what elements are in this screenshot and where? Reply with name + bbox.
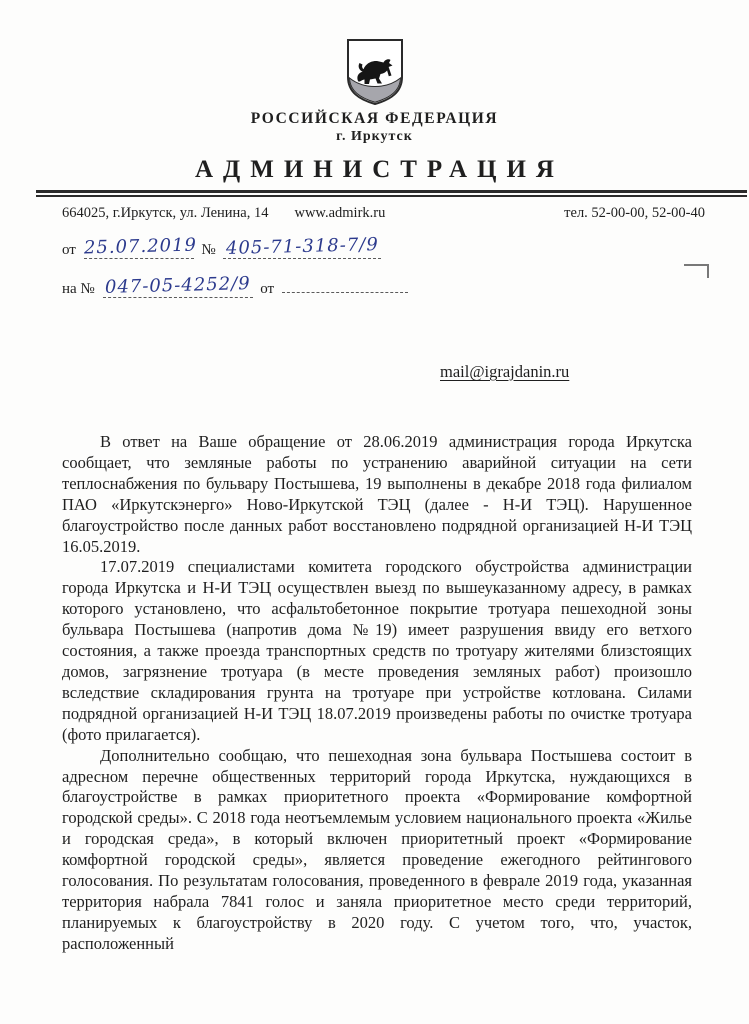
postal-address-line <box>62 205 385 222</box>
number-blank-line <box>223 234 381 259</box>
organization-title: АДМИНИСТРАЦИЯ <box>195 156 564 183</box>
postal-address: 664025, г.Иркутск, ул. Ленина, 14 <box>62 205 269 221</box>
body-paragraph: В ответ на Ваше обращение от 28.06.2019 администрация города Иркутска сообщает, что земляные работы по устранению аварийной ситуации на сети теплоснабжения по бульвару Постышева, 19 выполнены в декабре 2018 года филиалом ПАО «Иркутскэнерго» Ново-Иркутской ТЭЦ (далее - Н-И ТЭЦ). Нарушенное благоустройство после данных работ восстановлено подрядной организацией Н-И ТЭЦ 16.05.2019. <box>62 432 692 556</box>
website: www.admirk.ru <box>294 205 386 221</box>
incoming-reference-line <box>62 272 749 296</box>
reply-from-label: от <box>260 281 275 297</box>
number-label: № <box>201 242 216 258</box>
letterhead <box>0 37 749 222</box>
reply-number-blank-line <box>103 273 253 298</box>
body-paragraph: Дополнительно сообщаю, что пешеходная зона бульвара Постышева состоит в адресном перечне общественных территорий города Иркутска, нуждающихся в благоустройстве в рамках приоритетного проекта «Формирование комфортной городской среды». С 2018 года неотъемлемым условием национального проекта «Жилье и городская среда», в который включен приоритетный проект «Формирование комфортной городской среды», является проведение ежегодного рейтингового голосования. По результатам голосования, проведенного в феврале 2019 года, указанная территория набрала 7841 голос и заняла приоритетное место среди территорий, планируемых к благоустройству в 2020 году. С учетом того, что, участок, расположенный <box>62 745 692 953</box>
handwritten-date: 25.07.2019 <box>83 234 197 259</box>
date-blank-line <box>83 234 197 259</box>
letter-body <box>62 432 692 955</box>
letterhead-city: г. Иркутск <box>336 129 413 144</box>
reference-block <box>62 234 749 298</box>
handwritten-reply-number: 047-05-4252/9 <box>104 273 251 298</box>
reply-label: на № <box>62 281 95 297</box>
contact-row <box>62 205 705 222</box>
body-paragraph: 17.07.2019 специалистами комитета городского обустройства администрации города Иркутска и Н-И ТЭЦ осуществлен выезд по вышеуказанному адресу, в рамках которого установлено, что асфальтобетонное покрытие тротуара пешеходной зоны бульвара Постышева (напротив дома №19) имеет разрушения ввиду его ветхого состояния, а также проезда транспортных средств по тротуару жителями близстоящих домов, загрязнение тротуара (в месте проведения земляных работ) произошло вследствие складирования грунта на тротуаре при устройстве котлована. Силами подрядной организацией Н-И ТЭЦ 18.07.2019 произведены работы по очистке тротуара (фото прилагается). <box>62 557 692 744</box>
phone-numbers: тел. 52-00-00, 52-00-40 <box>564 205 705 221</box>
from-label: от <box>62 242 76 258</box>
letterhead-country: РОССИЙСКАЯ ФЕДЕРАЦИЯ <box>250 110 499 127</box>
header-divider <box>36 190 747 197</box>
empty-blank-line <box>282 272 408 293</box>
irkutsk-coat-of-arms-icon <box>342 37 408 107</box>
outgoing-reference-line <box>62 234 749 262</box>
addressee-email: mail@igrajdanin.ru <box>440 362 570 381</box>
handwritten-number: 405-71-318-7/9 <box>225 234 380 259</box>
page-corner-mark <box>684 264 709 278</box>
